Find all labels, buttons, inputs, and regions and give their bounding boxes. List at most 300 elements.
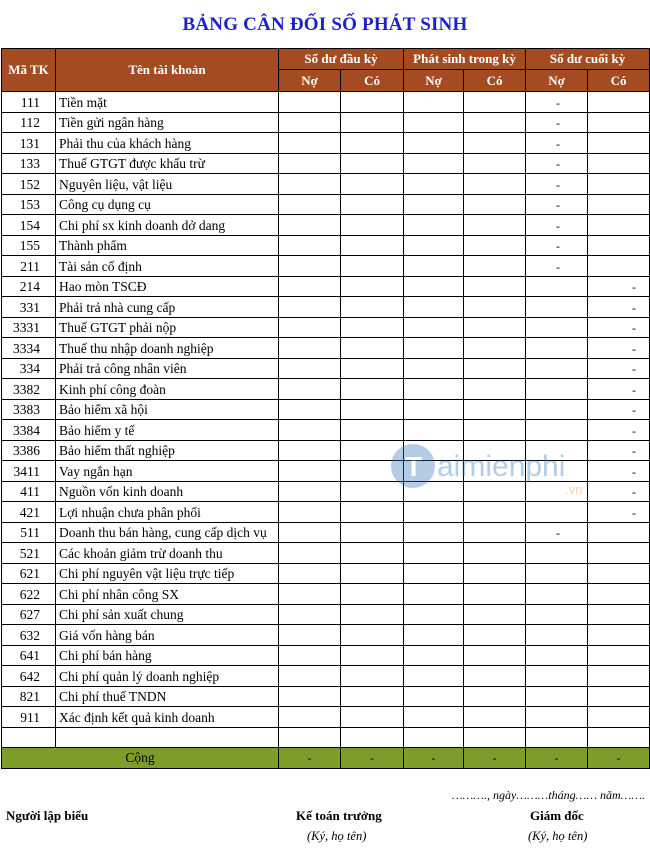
opening-debit (279, 112, 341, 133)
account-name: Chi phí sản xuất chung (56, 604, 279, 625)
account-code: 821 (2, 686, 56, 707)
opening-debit (279, 461, 341, 482)
closing-debit (526, 625, 588, 646)
period-debit (404, 174, 464, 195)
total-label: Cộng (2, 748, 279, 769)
opening-credit (341, 502, 404, 523)
period-credit (464, 276, 526, 297)
table-row (2, 686, 650, 707)
closing-credit: - (588, 297, 650, 318)
opening-credit (341, 543, 404, 564)
closing-credit (588, 666, 650, 687)
table-row (2, 461, 650, 482)
account-code: 3334 (2, 338, 56, 359)
account-name: Tài sản cố định (56, 256, 279, 277)
closing-debit (526, 399, 588, 420)
opening-debit (279, 297, 341, 318)
opening-debit (279, 338, 341, 359)
opening-debit (279, 133, 341, 154)
header-opening-balance: Số dư đầu kỳ (279, 49, 404, 70)
account-name: Giá vốn hàng bán (56, 625, 279, 646)
opening-credit (341, 256, 404, 277)
account-name: Chi phí thuế TNDN (56, 686, 279, 707)
opening-credit (341, 112, 404, 133)
account-code: 154 (2, 215, 56, 236)
account-code: 3411 (2, 461, 56, 482)
closing-credit (588, 133, 650, 154)
period-debit (404, 358, 464, 379)
opening-credit (341, 625, 404, 646)
chief-accountant-note: (Ký, họ tên) (307, 829, 367, 843)
closing-debit (526, 297, 588, 318)
table-row (2, 666, 650, 687)
account-name: Tiền mặt (56, 92, 279, 113)
table-row (2, 707, 650, 728)
account-code: 621 (2, 563, 56, 584)
closing-debit (526, 420, 588, 441)
period-debit (404, 235, 464, 256)
opening-credit (341, 297, 404, 318)
period-debit (404, 543, 464, 564)
opening-debit (279, 399, 341, 420)
account-code: 632 (2, 625, 56, 646)
period-debit (404, 707, 464, 728)
closing-debit (526, 461, 588, 482)
closing-debit: - (526, 522, 588, 543)
period-debit (404, 379, 464, 400)
account-name: Bảo hiểm y tế (56, 420, 279, 441)
opening-debit (279, 379, 341, 400)
account-name: Lợi nhuận chưa phân phối (56, 502, 279, 523)
closing-credit: - (588, 358, 650, 379)
closing-debit: - (526, 112, 588, 133)
page-title: BẢNG CÂN ĐỐI SỐ PHÁT SINH (182, 14, 468, 35)
account-code: 642 (2, 666, 56, 687)
account-code: 133 (2, 153, 56, 174)
period-debit (404, 481, 464, 502)
table-row (2, 174, 650, 195)
closing-credit (588, 194, 650, 215)
closing-credit: - (588, 276, 650, 297)
table-row (2, 604, 650, 625)
period-credit (464, 153, 526, 174)
table-row (2, 502, 650, 523)
closing-debit (526, 379, 588, 400)
account-name: Thành phẩm (56, 235, 279, 256)
opening-credit (341, 338, 404, 359)
watermark-brand: aimienphi (437, 450, 566, 483)
period-credit (464, 256, 526, 277)
opening-credit (341, 461, 404, 482)
header-period-credit: Có (464, 70, 526, 92)
table-row (2, 215, 650, 236)
table-row (2, 625, 650, 646)
account-code: 521 (2, 543, 56, 564)
period-credit (464, 174, 526, 195)
period-debit (404, 215, 464, 236)
opening-credit (341, 133, 404, 154)
opening-debit (279, 502, 341, 523)
account-code: 911 (2, 707, 56, 728)
total-period-debit: - (404, 748, 464, 769)
table-row (2, 379, 650, 400)
closing-debit (526, 543, 588, 564)
closing-debit (526, 338, 588, 359)
period-credit (464, 481, 526, 502)
closing-debit (526, 440, 588, 461)
period-debit (404, 461, 464, 482)
preparer-label: Người lập biểu (6, 808, 89, 823)
period-debit (404, 338, 464, 359)
period-credit (464, 666, 526, 687)
closing-credit (588, 604, 650, 625)
period-debit (404, 584, 464, 605)
period-credit (464, 625, 526, 646)
opening-credit (341, 235, 404, 256)
opening-debit (279, 645, 341, 666)
period-credit (464, 112, 526, 133)
opening-debit (279, 358, 341, 379)
period-debit (404, 563, 464, 584)
opening-debit (279, 522, 341, 543)
header-closing-credit: Có (588, 70, 650, 92)
total-closing-debit: - (526, 748, 588, 769)
total-opening-credit: - (341, 748, 404, 769)
opening-debit (279, 194, 341, 215)
opening-debit (279, 174, 341, 195)
period-credit (464, 317, 526, 338)
account-name: Tiền gửi ngân hàng (56, 112, 279, 133)
account-name: Chi phí quản lý doanh nghiệp (56, 666, 279, 687)
period-credit (464, 543, 526, 564)
opening-debit (279, 256, 341, 277)
closing-debit: - (526, 235, 588, 256)
account-name: Thuế thu nhập doanh nghiệp (56, 338, 279, 359)
closing-debit (526, 604, 588, 625)
period-credit (464, 563, 526, 584)
closing-credit (588, 686, 650, 707)
period-credit (464, 584, 526, 605)
period-debit (404, 133, 464, 154)
table-row (2, 256, 650, 277)
closing-debit: - (526, 194, 588, 215)
opening-credit (341, 707, 404, 728)
account-code: 131 (2, 133, 56, 154)
closing-credit (588, 543, 650, 564)
table-row (2, 153, 650, 174)
period-credit (464, 92, 526, 113)
opening-credit (341, 420, 404, 441)
opening-debit (279, 481, 341, 502)
table-row (2, 481, 650, 502)
closing-debit: - (526, 153, 588, 174)
table-row (2, 112, 650, 133)
closing-credit: - (588, 317, 650, 338)
account-code: 155 (2, 235, 56, 256)
total-opening-debit: - (279, 748, 341, 769)
closing-credit: - (588, 379, 650, 400)
table-row (2, 645, 650, 666)
trial-balance-table (1, 48, 650, 769)
opening-credit (341, 358, 404, 379)
opening-credit (341, 584, 404, 605)
closing-debit (526, 317, 588, 338)
period-debit (404, 153, 464, 174)
opening-debit (279, 584, 341, 605)
period-debit (404, 666, 464, 687)
header-account-code: Mã TK (2, 49, 56, 92)
date-line: ………., ngày………tháng…… năm……. (451, 788, 645, 802)
blank-row (2, 727, 650, 748)
closing-debit (526, 276, 588, 297)
table-row (2, 358, 650, 379)
account-code: 421 (2, 502, 56, 523)
opening-debit (279, 92, 341, 113)
account-code: 334 (2, 358, 56, 379)
closing-debit (526, 481, 588, 502)
closing-credit (588, 625, 650, 646)
account-code: 3383 (2, 399, 56, 420)
opening-debit (279, 686, 341, 707)
table-row (2, 563, 650, 584)
closing-debit (526, 666, 588, 687)
opening-credit (341, 440, 404, 461)
table-row (2, 317, 650, 338)
closing-credit: - (588, 399, 650, 420)
account-name: Xác định kết quả kinh doanh (56, 707, 279, 728)
opening-credit (341, 153, 404, 174)
closing-credit (588, 584, 650, 605)
opening-credit (341, 666, 404, 687)
closing-credit (588, 645, 650, 666)
opening-credit (341, 604, 404, 625)
closing-debit: - (526, 92, 588, 113)
total-period-credit: - (464, 748, 526, 769)
period-credit (464, 379, 526, 400)
opening-credit (341, 563, 404, 584)
account-name: Bảo hiểm xã hội (56, 399, 279, 420)
director-note: (Ký, họ tên) (528, 829, 588, 843)
account-code: 627 (2, 604, 56, 625)
closing-debit: - (526, 256, 588, 277)
closing-credit (588, 92, 650, 113)
account-name: Chi phí sx kinh doanh dở dang (56, 215, 279, 236)
closing-debit (526, 686, 588, 707)
account-name: Thuế GTGT phải nộp (56, 317, 279, 338)
account-code: 511 (2, 522, 56, 543)
table-row (2, 235, 650, 256)
account-code: 214 (2, 276, 56, 297)
account-name: Doanh thu bán hàng, cung cấp dịch vụ (56, 522, 279, 543)
period-debit (404, 645, 464, 666)
table-row (2, 522, 650, 543)
opening-credit (341, 399, 404, 420)
account-code: 3382 (2, 379, 56, 400)
opening-credit (341, 645, 404, 666)
account-code: 112 (2, 112, 56, 133)
closing-debit: - (526, 215, 588, 236)
closing-debit (526, 502, 588, 523)
closing-credit (588, 522, 650, 543)
header-closing-debit: Nợ (526, 70, 588, 92)
account-name: Bảo hiểm thất nghiệp (56, 440, 279, 461)
closing-credit: - (588, 440, 650, 461)
period-credit (464, 604, 526, 625)
account-name: Nguyên liệu, vật liệu (56, 174, 279, 195)
opening-debit (279, 276, 341, 297)
opening-credit (341, 194, 404, 215)
period-credit (464, 707, 526, 728)
director-label: Giám đốc (530, 808, 584, 823)
closing-credit (588, 174, 650, 195)
table-row (2, 420, 650, 441)
period-credit (464, 399, 526, 420)
closing-credit: - (588, 481, 650, 502)
period-credit (464, 440, 526, 461)
account-code: 211 (2, 256, 56, 277)
closing-credit: - (588, 502, 650, 523)
svg-text:T: T (405, 451, 423, 482)
opening-debit (279, 317, 341, 338)
account-code: 111 (2, 92, 56, 113)
chief-accountant-label: Kế toán trưởng (296, 808, 382, 823)
table-row (2, 194, 650, 215)
account-name: Kinh phí công đoàn (56, 379, 279, 400)
opening-debit (279, 543, 341, 564)
table-row (2, 276, 650, 297)
opening-credit (341, 522, 404, 543)
account-code: 3384 (2, 420, 56, 441)
closing-credit (588, 707, 650, 728)
account-code: 153 (2, 194, 56, 215)
closing-credit (588, 215, 650, 236)
period-debit (404, 420, 464, 441)
opening-credit (341, 686, 404, 707)
closing-credit (588, 563, 650, 584)
opening-debit (279, 707, 341, 728)
closing-credit (588, 256, 650, 277)
account-code: 622 (2, 584, 56, 605)
closing-debit (526, 707, 588, 728)
closing-debit (526, 645, 588, 666)
opening-debit (279, 235, 341, 256)
opening-debit (279, 420, 341, 441)
opening-debit (279, 440, 341, 461)
period-debit (404, 440, 464, 461)
account-name: Nguồn vốn kinh doanh (56, 481, 279, 502)
table-row (2, 338, 650, 359)
period-credit (464, 420, 526, 441)
account-name: Thuế GTGT được khấu trừ (56, 153, 279, 174)
account-code: 152 (2, 174, 56, 195)
period-debit (404, 297, 464, 318)
period-credit (464, 645, 526, 666)
account-name: Vay ngắn hạn (56, 461, 279, 482)
period-debit (404, 522, 464, 543)
period-debit (404, 112, 464, 133)
table-row (2, 297, 650, 318)
table-row (2, 133, 650, 154)
header-opening-debit: Nợ (279, 70, 341, 92)
account-name: Phải trả nhà cung cấp (56, 297, 279, 318)
period-credit (464, 461, 526, 482)
period-debit (404, 256, 464, 277)
period-credit (464, 215, 526, 236)
period-debit (404, 194, 464, 215)
account-name: Các khoản giảm trừ doanh thu (56, 543, 279, 564)
opening-credit (341, 317, 404, 338)
closing-debit: - (526, 133, 588, 154)
account-code: 411 (2, 481, 56, 502)
opening-debit (279, 153, 341, 174)
closing-credit: - (588, 420, 650, 441)
account-name: Phải thu của khách hàng (56, 133, 279, 154)
period-credit (464, 502, 526, 523)
account-name: Hao mòn TSCĐ (56, 276, 279, 297)
header-opening-credit: Có (341, 70, 404, 92)
account-code: 3331 (2, 317, 56, 338)
opening-credit (341, 174, 404, 195)
table-row (2, 584, 650, 605)
opening-credit (341, 276, 404, 297)
period-debit (404, 686, 464, 707)
account-name: Chi phí bán hàng (56, 645, 279, 666)
period-debit (404, 276, 464, 297)
account-name: Chi phí nguyên vật liệu trực tiếp (56, 563, 279, 584)
period-credit (464, 358, 526, 379)
total-row (2, 748, 650, 769)
closing-debit (526, 584, 588, 605)
opening-debit (279, 666, 341, 687)
closing-debit: - (526, 174, 588, 195)
account-name: Công cụ dụng cụ (56, 194, 279, 215)
period-credit (464, 235, 526, 256)
opening-credit (341, 215, 404, 236)
period-debit (404, 625, 464, 646)
period-credit (464, 686, 526, 707)
opening-debit (279, 563, 341, 584)
account-code: 331 (2, 297, 56, 318)
table-row (2, 92, 650, 113)
opening-credit (341, 92, 404, 113)
period-credit (464, 297, 526, 318)
closing-credit: - (588, 461, 650, 482)
period-debit (404, 92, 464, 113)
table-row (2, 543, 650, 564)
opening-credit (341, 379, 404, 400)
closing-debit (526, 358, 588, 379)
period-debit (404, 399, 464, 420)
table-row (2, 399, 650, 420)
period-debit (404, 604, 464, 625)
opening-debit (279, 604, 341, 625)
opening-debit (279, 215, 341, 236)
table-row (2, 440, 650, 461)
account-code: 641 (2, 645, 56, 666)
ledger-body (2, 92, 650, 728)
period-debit (404, 502, 464, 523)
opening-debit (279, 625, 341, 646)
period-credit (464, 133, 526, 154)
header-closing-balance: Số dư cuối kỳ (526, 49, 650, 70)
watermark-suffix: .vn (565, 482, 583, 497)
period-debit (404, 317, 464, 338)
closing-debit (526, 563, 588, 584)
header-account-name: Tên tài khoản (56, 49, 279, 92)
header-period-debit: Nợ (404, 70, 464, 92)
account-name: Phải trả công nhân viên (56, 358, 279, 379)
account-code: 3386 (2, 440, 56, 461)
